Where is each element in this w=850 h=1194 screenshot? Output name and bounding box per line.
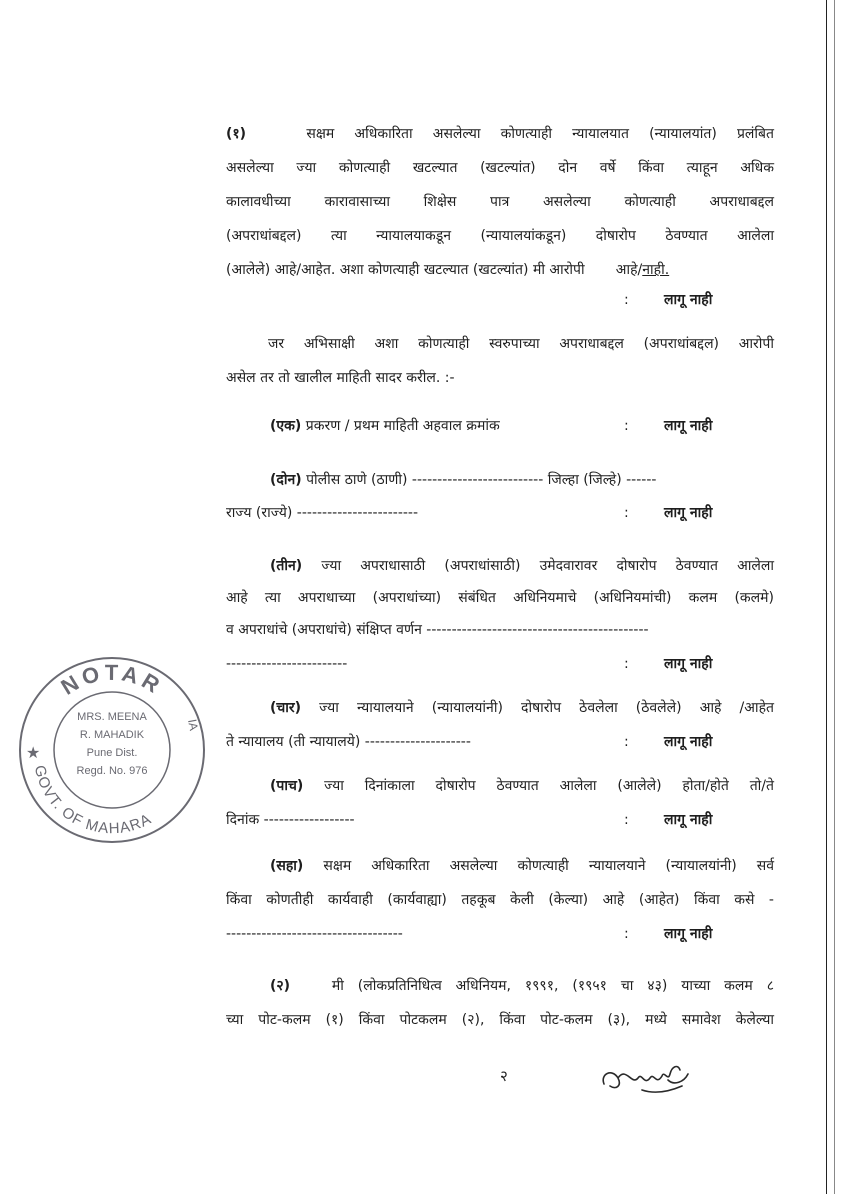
item2-colon: :	[624, 505, 629, 521]
item3-line-1: (तीन) ज्या अपराधासाठी (अपराधांसाठी) उमेदवारावर दोषारोप ठेवण्यात आलेला	[270, 558, 774, 574]
item4-line-2: ते न्यायालय (ती न्यायालये) ---------------------	[226, 734, 471, 750]
item4-answer: लागू नाही	[664, 734, 713, 750]
para1-line-2: असलेल्या ज्या कोणत्याही खटल्यात (खटल्यांत) दोन वर्षे किंवा त्याहून अधिक	[226, 160, 774, 176]
seal-name: MRS. MEENA	[77, 711, 147, 723]
item6-answer: लागू नाही	[664, 926, 713, 942]
seal-name2: R. MAHADIK	[79, 729, 145, 741]
item5-answer: लागू नाही	[664, 812, 713, 828]
item6-line-3: -----------------------------------	[226, 926, 403, 942]
para1-line-3: कालावधीच्या कारावासाच्या शिक्षेस पात्र असलेल्या कोणत्याही अपराधाबद्दल	[226, 194, 774, 210]
choice-no: नाही.	[642, 262, 670, 278]
page-edge-line	[826, 0, 827, 1194]
para2-line-1: (२) मी (लोकप्रतिनिधित्व अधिनियम, १९९१, (१९५१ चा ४३) याच्या कलम ८	[270, 978, 774, 994]
para1-answer: लागू नाही	[664, 292, 713, 308]
para1-line-5: (आलेले) आहे/आहेत. अशा कोणत्याही खटल्यात (खटल्यांत) मी आरोपी आहे/नाही.	[226, 262, 670, 278]
para2-line-2: च्या पोट-कलम (१) किंवा पोटकलम (२), किंवा पोट-कलम (३), मध्ये समावेश केलेल्या	[226, 1012, 774, 1028]
page-number: २	[500, 1067, 508, 1085]
item3-line-3: व अपराधांचे (अपराधांचे) संक्षिप्त वर्णन --------------------------------------------	[226, 622, 649, 638]
seal-right-text: IA	[185, 718, 201, 732]
item3-answer: लागू नाही	[664, 656, 713, 672]
seal-regd: Regd. No. 976	[76, 765, 148, 777]
item5-line-1: (पाच) ज्या दिनांकाला दोषारोप ठेवण्यात आलेला (आलेले) होता/होते तो/ते	[270, 778, 775, 794]
item4-colon: :	[624, 734, 629, 750]
item6-line-1: (सहा) सक्षम अधिकारिता असलेल्या कोणत्याही न्यायालयाने (न्यायालयांनी) सर्व	[270, 858, 774, 874]
item1-line: (एक) प्रकरण / प्रथम माहिती अहवाल क्रमांक	[270, 418, 500, 434]
page-edge-line-2	[834, 0, 835, 1194]
item4-line-1: (चार) ज्या न्यायालयाने (न्यायालयांनी) दोषारोप ठेवलेला (ठेवलेले) आहे /आहेत	[270, 700, 774, 716]
item5-colon: :	[624, 812, 629, 828]
item2-answer: लागू नाही	[664, 505, 713, 521]
item3-colon: :	[624, 656, 629, 672]
item5-line-2: दिनांक ------------------	[226, 812, 355, 828]
item1-answer: लागू नाही	[664, 418, 713, 434]
item1-colon: :	[624, 418, 629, 434]
item3-line-2: आहे त्या अपराधाच्या (अपराधांच्या) संबंधित अधिनियमाचे (अधिनियमांची) कलम (कलमे)	[226, 590, 774, 606]
seal-bottom-text: GOVT. OF MAHARA	[30, 763, 155, 838]
intro-line-1: जर अभिसाक्षी अशा कोणत्याही स्वरुपाच्या अपराधाबद्दल (अपराधांबद्दल) आरोपी	[268, 336, 774, 352]
item2-line-1: (दोन) पोलीस ठाणे (ठाणी) -------------------------- जिल्हा (जिल्हे) ------	[270, 472, 657, 488]
item3-line-4: ------------------------	[226, 656, 348, 672]
para1-line-4: (अपराधांबद्दल) त्या न्यायालयाकडून (न्यायालयांकडून) दोषारोप ठेवण्यात आलेला	[226, 228, 774, 244]
intro-line-2: असेल तर तो खालील माहिती सादर करील. :-	[226, 370, 455, 386]
item6-line-2: किंवा कोणतीही कार्यवाही (कार्यवाह्या) तहकूब केली (केल्या) आहे (आहेत) किंवा कसे -	[226, 892, 774, 908]
seal-star-icon: ★	[26, 745, 41, 762]
seal-city: Pune Dist.	[86, 747, 138, 759]
para1-colon: :	[624, 292, 629, 308]
item6-colon: :	[624, 926, 629, 942]
item2-line-2: राज्य (राज्ये) ------------------------	[226, 505, 419, 521]
seal-top-text: NOTAR	[56, 659, 168, 700]
signature	[598, 1056, 698, 1098]
para1-line-1: (१) सक्षम अधिकारिता असलेल्या कोणत्याही न्यायालयात (न्यायालयांत) प्रलंबित	[226, 126, 774, 142]
notary-seal	[12, 650, 212, 850]
